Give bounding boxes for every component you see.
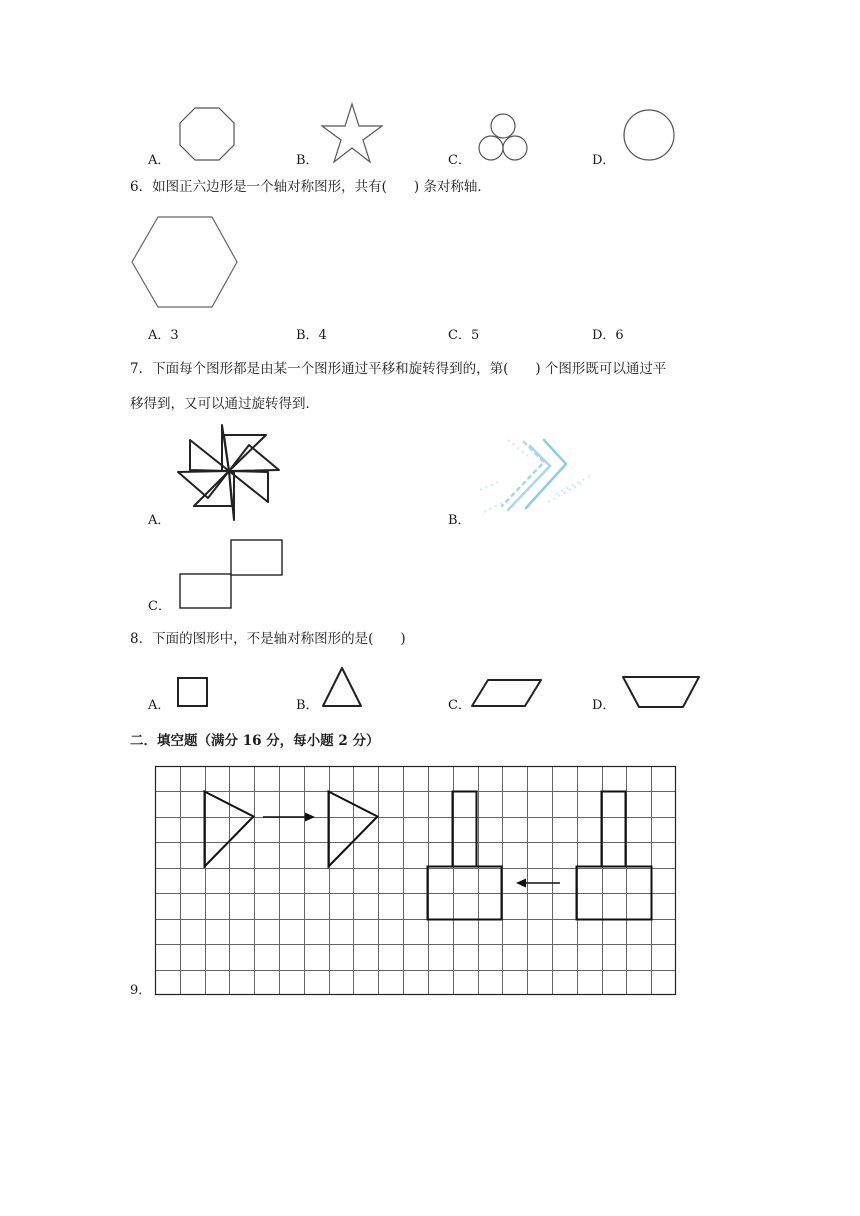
grid-lines: [155, 766, 676, 995]
section-2-title: 二．填空题（满分 16 分，每小题 2 分）: [130, 733, 380, 749]
q5-option-d-label: D．: [592, 153, 616, 168]
question-7-text-line1: 7．下面每个图形都是由某一个图形通过平移和旋转得到的，第( ) 个图形既可以通过平: [130, 361, 667, 377]
pinwheel-icon: [174, 420, 284, 524]
q5-option-b-label: B．: [296, 153, 319, 168]
question-9-number: 9．: [130, 983, 152, 998]
q8-option-b-label: B．: [296, 698, 319, 713]
triangle-icon: [320, 665, 364, 709]
chevrons-icon: [474, 432, 592, 520]
q6-option-a: A．3: [148, 328, 179, 343]
q9-grid-figure: [155, 766, 677, 996]
q6-option-b: B．4: [296, 328, 327, 343]
arrow-left-icon: [516, 879, 560, 888]
q8-option-d-label: D．: [592, 698, 616, 713]
q7-option-c-label: C．: [148, 599, 171, 614]
hexagon-icon: [130, 215, 240, 309]
parallelogram-icon: [470, 678, 544, 708]
question-8-text: 8．下面的图形中，不是轴对称图形的是( ): [130, 631, 406, 647]
arrow-right-icon: [263, 813, 315, 822]
q5-option-a-label: A．: [148, 153, 171, 168]
q6-option-d: D．6: [592, 328, 624, 343]
question-6-text: 6．如图正六边形是一个轴对称图形，共有( ) 条对称轴．: [130, 179, 491, 195]
two-rectangles-icon: [178, 539, 284, 609]
star-icon: [320, 102, 384, 164]
square-icon: [176, 676, 210, 708]
question-7-text-line2: 移得到，又可以通过旋转得到．: [130, 396, 319, 412]
trapezoid-icon: [620, 674, 702, 710]
q8-option-a-label: A．: [148, 698, 171, 713]
q5-option-c-label: C．: [448, 153, 471, 168]
three-circles-icon: [476, 112, 530, 164]
q7-option-b-label: B．: [448, 513, 471, 528]
grid-border: [156, 767, 676, 995]
circle-icon: [622, 108, 676, 162]
q6-option-c: C．5: [448, 328, 480, 343]
q7-option-a-label: A．: [148, 513, 171, 528]
tower-stem-left: [453, 792, 477, 867]
tower-stem-right: [602, 792, 626, 867]
q8-option-c-label: C．: [448, 698, 471, 713]
octagon-icon: [178, 106, 236, 162]
